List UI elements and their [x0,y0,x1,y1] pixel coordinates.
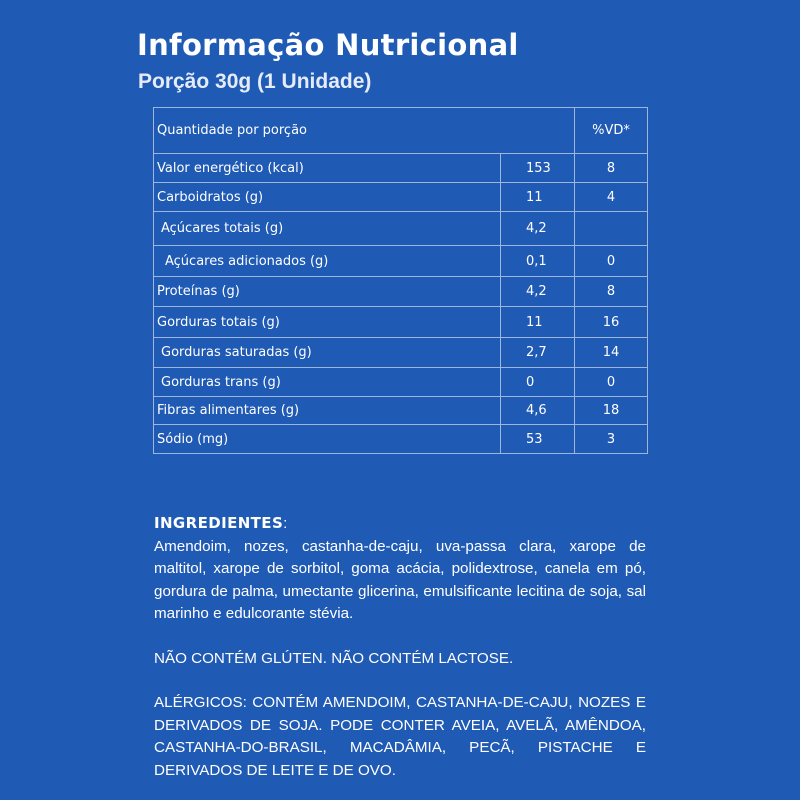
table-row [154,246,648,277]
nutrient-vd: 18 [575,397,648,425]
nutrient-label: Gorduras saturadas (g) [154,338,501,368]
page-title: Informação Nutricional [137,28,519,62]
nutrient-label: Fibras alimentares (g) [154,397,501,425]
header-vd-label: %VD* [575,108,648,154]
gluten-lactose-notice: NÃO CONTÉM GLÚTEN. NÃO CONTÉM LACTOSE. [154,649,514,667]
ingredients-heading-line [154,512,646,536]
nutrient-vd: 16 [575,307,648,338]
nutrient-value: 2,7 [501,338,575,368]
nutrient-label: Carboidratos (g) [154,183,501,212]
table-row [154,368,648,397]
nutrient-vd: 3 [575,425,648,454]
nutrient-label: Açúcares totais (g) [154,212,501,246]
ingredients-heading: INGREDIENTES [154,514,284,532]
table-row [154,212,648,246]
nutrient-value: 4,2 [501,212,575,246]
nutrient-label: Açúcares adicionados (g) [154,246,501,277]
nutrient-label: Proteínas (g) [154,277,501,307]
nutrient-value: 53 [501,425,575,454]
table-row [154,307,648,338]
nutrient-label: Sódio (mg) [154,425,501,454]
nutrient-vd: 14 [575,338,648,368]
nutrient-label: Gorduras trans (g) [154,368,501,397]
table-row [154,183,648,212]
nutrient-value: 4,2 [501,277,575,307]
nutrient-value: 11 [501,183,575,212]
table-row [154,277,648,307]
header-quantity-label: Quantidade por porção [154,108,575,154]
nutrient-label: Valor energético (kcal) [154,154,501,183]
table-row [154,425,648,454]
nutrient-label: Gorduras totais (g) [154,307,501,338]
allergens-notice: ALÉRGICOS: CONTÉM AMENDOIM, CASTANHA-DE-CAJU, NOZES E DERIVADOS DE SOJA. PODE CONTER AVEIA, AVELÃ, AMÊNDOA, CASTANHA-DO-BRASIL, MACADÂMIA, PECÃ, PISTACHE E DERIVADOS DE LEITE E DE OVO. [154,694,646,779]
ingredients-text: Amendoim, nozes, castanha-de-caju, uva-passa clara, xarope de maltitol, xarope de sorbitol, goma acácia, polidextrose, canela em pó, gordura de palma, umectante glicerina, emulsificante lecitina de soja, sal marinho e edulcorante stévia. [154,537,646,622]
table-row [154,397,648,425]
serving-size: Porção 30g (1 Unidade) [138,70,372,93]
nutrition-table [153,107,648,454]
nutrient-value: 0 [501,368,575,397]
nutrient-vd: 8 [575,277,648,307]
nutrient-vd: 4 [575,183,648,212]
nutrient-vd: 0 [575,368,648,397]
nutrient-vd: 8 [575,154,648,183]
ingredients-colon: : [283,515,288,532]
ingredients-section [154,512,646,782]
nutrient-value: 153 [501,154,575,183]
nutrient-value: 11 [501,307,575,338]
table-header-row [154,108,648,154]
table-row [154,338,648,368]
nutrient-value: 0,1 [501,246,575,277]
nutrient-vd [575,212,648,246]
nutrient-vd: 0 [575,246,648,277]
table-row [154,154,648,183]
nutrient-value: 4,6 [501,397,575,425]
